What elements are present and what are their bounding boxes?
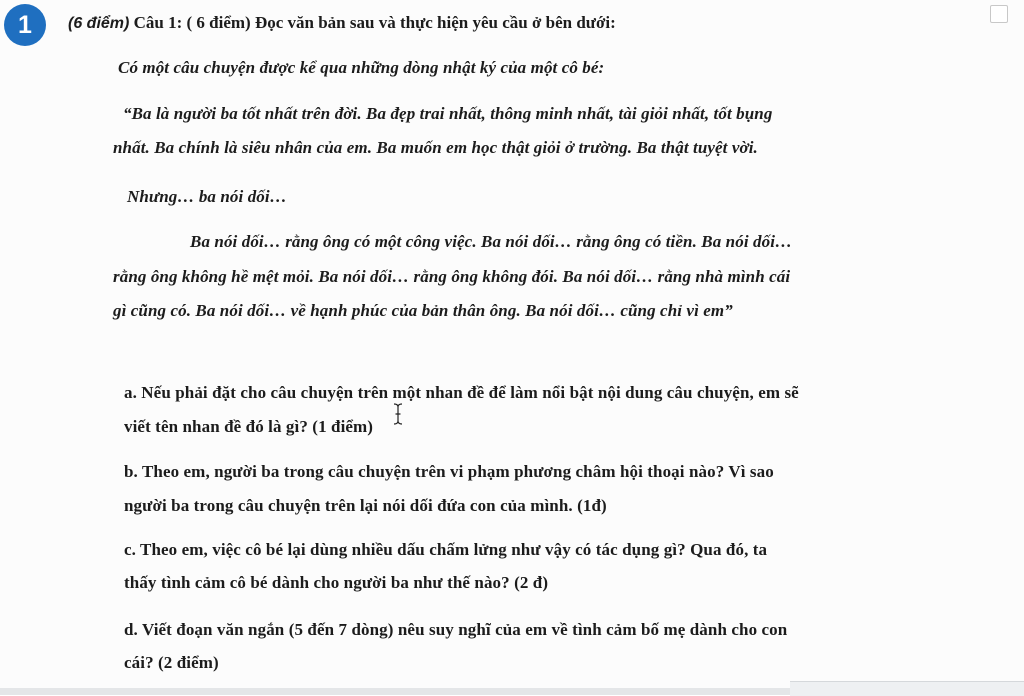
passage-line-6: gì cũng có. Ba nói dối… về hạnh phúc của bản thân ông. Ba nói dối… cũng chỉ vì em” bbox=[113, 301, 733, 320]
task-b-line-1: b. Theo em, người ba trong câu chuyện trên vi phạm phương châm hội thoại nào? Vì sao bbox=[124, 462, 774, 481]
question-number-badge: 1 bbox=[4, 4, 46, 46]
task-b-line-2: người ba trong câu chuyện trên lại nói dối đứa con của mình. (1đ) bbox=[124, 496, 607, 515]
task-d-line-1: d. Viết đoạn văn ngắn (5 đến 7 dòng) nêu suy nghĩ của em về tình cảm bố mẹ dành cho con bbox=[124, 620, 788, 639]
passage-line-3: Nhưng… ba nói dối… bbox=[127, 187, 287, 206]
bottom-panel-tab bbox=[790, 681, 1024, 696]
text-cursor-icon bbox=[393, 403, 403, 425]
question-header-text: Câu 1: ( 6 điểm) Đọc văn bản sau và thực hiện yêu cầu ở bên dưới: bbox=[133, 13, 616, 32]
task-a-line-1: a. Nếu phải đặt cho câu chuyện trên một nhan đề để làm nổi bật nội dung câu chuyện, em sẽ bbox=[124, 383, 799, 402]
passage-line-2: nhất. Ba chính là siêu nhân của em. Ba muốn em học thật giỏi ở trường. Ba thật tuyệt vời. bbox=[113, 138, 758, 157]
passage-intro: Có một câu chuyện được kể qua những dòng nhật ký của một cô bé: bbox=[118, 58, 605, 77]
passage-line-4: Ba nói dối… rằng ông có một công việc. Ba nói dối… rằng ông có tiền. Ba nói dối… bbox=[190, 232, 793, 251]
passage-line-1: “Ba là người ba tốt nhất trên đời. Ba đẹp trai nhất, thông minh nhất, tài giỏi nhất, tốt bụng bbox=[123, 104, 773, 123]
points-label: (6 điểm) bbox=[68, 15, 130, 32]
task-d-line-2: cái? (2 điểm) bbox=[124, 653, 219, 672]
task-c-line-2: thấy tình cảm cô bé dành cho người ba như thế nào? (2 đ) bbox=[124, 573, 549, 592]
question-header bbox=[68, 13, 616, 33]
checkbox-icon[interactable] bbox=[990, 5, 1008, 23]
task-a-line-2: viết tên nhan đề đó là gì? (1 điểm) bbox=[124, 417, 374, 436]
task-c-line-1: c. Theo em, việc cô bé lại dùng nhiều dấu chấm lửng như vậy có tác dụng gì? Qua đó, ta bbox=[124, 540, 768, 559]
passage-line-5: rằng ông không hề mệt mỏi. Ba nói dối… rằng ông không đói. Ba nói dối… rằng nhà mình cái bbox=[113, 267, 791, 286]
